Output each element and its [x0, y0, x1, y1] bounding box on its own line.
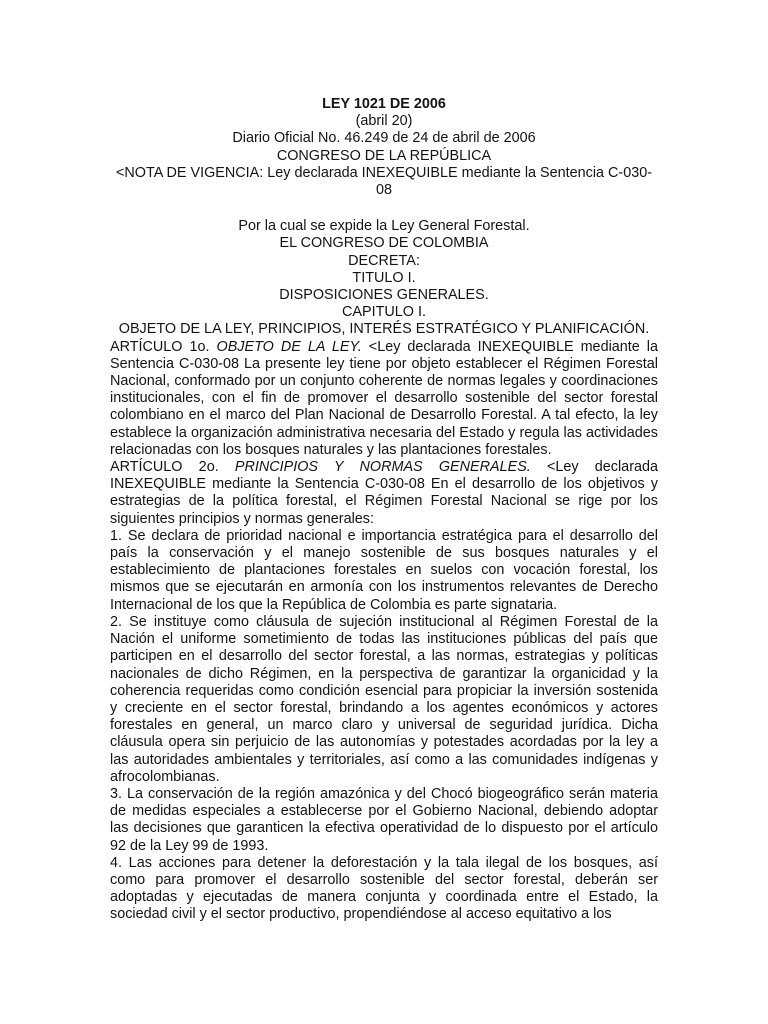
article-heading: OBJETO DE LA LEY.: [216, 338, 362, 355]
law-title: LEY 1021 DE 2006: [322, 96, 446, 112]
article-body: <Ley declarada INEXEQUIBLE mediante la Sentencia C-030-08 La presente ley tiene por objeto establecer el Régimen Forestal Nacional, conformado por un conjunto coherente de normas legales y coordinaciones institucionales, con el fin de promover el desarrollo sostenible del sector forestal colombiano en el marco del Plan Nacional de Desarrollo Forestal. A tal efecto, la ley establece la organización administrativa necesaria del Estado y regula las actividades relacionadas con los bosques naturales y las plantaciones forestales.: [110, 338, 658, 458]
decreta-heading: DECRETA:: [348, 252, 420, 269]
titulo-heading: TITULO I.: [352, 269, 416, 286]
article-1: [110, 339, 658, 459]
spacer: [110, 199, 658, 218]
list-item: 2. Se instituye como cláusula de sujeción institucional al Régimen Forestal de la Nación el uniforme sometimiento de todas las instituciones públicas del país que participen en el desarrollo del sector forestal, a las normas, estrategias y políticas nacionales de dicho Régimen, en la perspectiva de garantizar la organicidad y la coherencia requeridas como condición esencial para propiciar la inversión sostenida y creciente en el sector forestal, brindando a los agentes económicos y actores forestales en general, un marco claro y universal de seguridad jurídica. Dicha cláusula opera sin perjuicio de las autonomías y potestades acordadas por la ley a las autoridades ambientales y territoriales, así como a las comunidades indígenas y afrocolombianas.: [110, 613, 658, 785]
list-item: 1. Se declara de prioridad nacional e importancia estratégica para el desarrollo del país la conservación y el manejo sostenible de sus bosques naturales y el establecimiento de plantaciones forestales en suelos con vocación forestal, los mismos que se ejecutarán en armonía con los instrumentos relevantes de Derecho Internacional de los que la República de Colombia es parte signataria.: [110, 527, 658, 613]
issuer: CONGRESO DE LA REPÚBLICA: [276, 147, 492, 164]
article-body: <Ley declarada INEXEQUIBLE mediante la Sentencia C-030-08 En el desarrollo de los objetivos y estrategias de la política forestal, el Régimen Forestal Nacional se rige por los siguientes principios y normas generales:: [110, 459, 658, 527]
capitulo-heading: CAPITULO I.: [342, 304, 426, 321]
list-item: 3. La conservación de la región amazónica y del Chocó biogeográfico serán materia de medidas especiales a establecerse por el Gobierno Nacional, debiendo adoptar las decisiones que garanticen la efectiva operatividad de lo dispuesto por el artículo 92 de la Ley 99 de 1993.: [110, 785, 658, 854]
list-item: 4. Las acciones para detener la deforestación y la tala ilegal de los bosques, así como para promover el desarrollo sostenible del sector forestal, deberán ser adoptadas y ejecutadas de manera conjunta y coordinada entre el Estado, la sociedad civil y el sector productivo, propendiéndose al acceso equitativo a los: [110, 854, 658, 923]
article-heading: PRINCIPIOS Y NORMAS GENERALES.: [234, 459, 531, 476]
gazette-reference: Diario Oficial No. 46.249 de 24 de abril de 2006: [232, 130, 536, 147]
law-purpose: Por la cual se expide la Ley General Forestal.: [238, 218, 530, 235]
article-label: ARTÍCULO 2o.: [110, 459, 235, 476]
titulo-name: DISPOSICIONES GENERALES.: [279, 287, 489, 304]
article-2: [110, 459, 658, 528]
congress-heading: EL CONGRESO DE COLOMBIA: [279, 235, 489, 252]
capitulo-name: OBJETO DE LA LEY, PRINCIPIOS, INTERÉS ESTRATÉGICO Y PLANIFICACIÓN.: [118, 321, 650, 338]
validity-note: <NOTA DE VIGENCIA: Ley declarada INEXEQUIBLE mediante la Sentencia C-030-08: [115, 164, 653, 199]
document-page: [110, 96, 658, 924]
law-date: (abril 20): [355, 113, 413, 130]
article-label: ARTÍCULO 1o.: [110, 338, 217, 355]
